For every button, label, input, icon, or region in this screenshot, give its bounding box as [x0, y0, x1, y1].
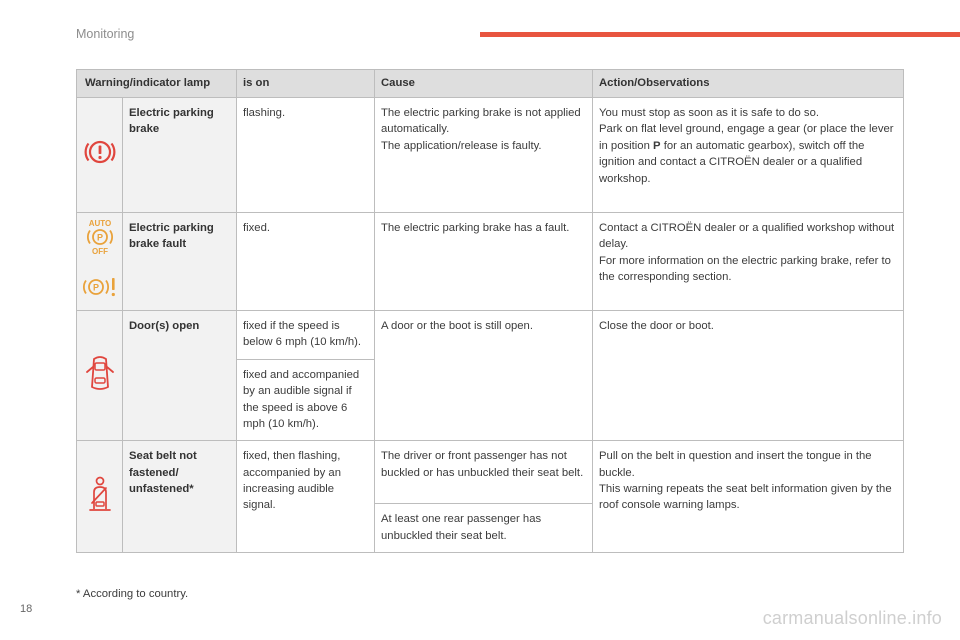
- action-line: This warning repeats the seat belt information given by the roof console warning lamps.: [599, 483, 892, 512]
- lamp-icon-cell: [77, 311, 123, 441]
- lamp-is-on: fixed and accompanied by an audible signal if the speed is above 6 mph (10 km/h).: [237, 359, 375, 441]
- cause-line: The electric parking brake is not applied automatically.: [381, 107, 581, 136]
- table-row: [77, 441, 904, 504]
- action-line: Contact a CITROËN dealer or a qualified workshop without delay.: [599, 222, 895, 251]
- action-text: Park on flat level ground, engage a gear (or place the lever in position: [599, 123, 894, 152]
- lamp-is-on: flashing.: [237, 98, 375, 213]
- action-line: Pull on the belt in question and insert the tongue in the buckle.: [599, 450, 872, 479]
- lamp-action: [593, 441, 904, 553]
- lamp-cause: At least one rear passenger has unbuckled their seat belt.: [375, 504, 593, 553]
- action-line: For more information on the electric parking brake, refer to the corresponding section.: [599, 254, 891, 284]
- lamp-icon-cell: [77, 213, 123, 311]
- column-header-is-on: is on: [237, 70, 375, 98]
- lamp-is-on: fixed if the speed is below 6 mph (10 km/h).: [237, 311, 375, 360]
- lamp-action: [593, 213, 904, 311]
- table-row: [77, 311, 904, 360]
- lamp-cause: [375, 98, 593, 213]
- gear-position-p: P: [653, 139, 661, 152]
- header-accent-bar: [480, 32, 960, 37]
- cause-line: The application/release is faulty.: [381, 139, 542, 152]
- watermark: carmanualsonline.info: [762, 608, 942, 628]
- lamp-action: [593, 98, 904, 213]
- parking-p-warning-icon: [81, 274, 119, 305]
- lamp-icon-cell: [77, 441, 123, 553]
- table-row: [77, 213, 904, 311]
- table-header-row: [77, 70, 904, 98]
- column-header-cause: Cause: [375, 70, 593, 98]
- section-title: Monitoring: [76, 27, 135, 41]
- door-open-icon: [85, 384, 115, 396]
- lamp-is-on: fixed, then flashing, accompanied by an increasing audible signal.: [237, 441, 375, 553]
- lamp-name: Electric parking brake: [123, 98, 237, 213]
- lamp-cause: The driver or front passenger has not buckled or has unbuckled their seat belt.: [375, 441, 593, 504]
- auto-p-off-icon: [83, 218, 117, 261]
- lamp-name: Seat belt not fastened/ unfastened*: [123, 441, 237, 553]
- seatbelt-icon: [86, 503, 114, 515]
- column-header-action: Action/Observations: [593, 70, 904, 98]
- warning-lamps-table: [76, 69, 904, 553]
- lamp-is-on: fixed.: [237, 213, 375, 311]
- footnote: * According to country.: [76, 588, 189, 600]
- lamp-action: Close the door or boot.: [593, 311, 904, 441]
- column-header-lamp: Warning/indicator lamp: [77, 70, 237, 98]
- action-text: for an automatic gearbox), switch off the ignition and contact a CITROËN dealer or a qualified workshop.: [599, 139, 865, 185]
- lamp-cause: The electric parking brake has a fault.: [375, 213, 593, 311]
- lamp-name: Door(s) open: [123, 311, 237, 441]
- lamp-cause: A door or the boot is still open.: [375, 311, 593, 441]
- lamp-icon-cell: [77, 98, 123, 213]
- p-label: P: [96, 232, 103, 243]
- p-label: P: [92, 282, 99, 292]
- action-line: [599, 121, 897, 187]
- page-number: 18: [20, 603, 33, 615]
- auto-label: AUTO: [88, 219, 111, 229]
- action-line: You must stop as soon as it is safe to do so.: [599, 107, 819, 119]
- lamp-name: Electric parking brake fault: [123, 213, 237, 311]
- off-label: OFF: [91, 247, 108, 257]
- brake-warning-icon: [82, 158, 118, 170]
- table-row: [77, 98, 904, 213]
